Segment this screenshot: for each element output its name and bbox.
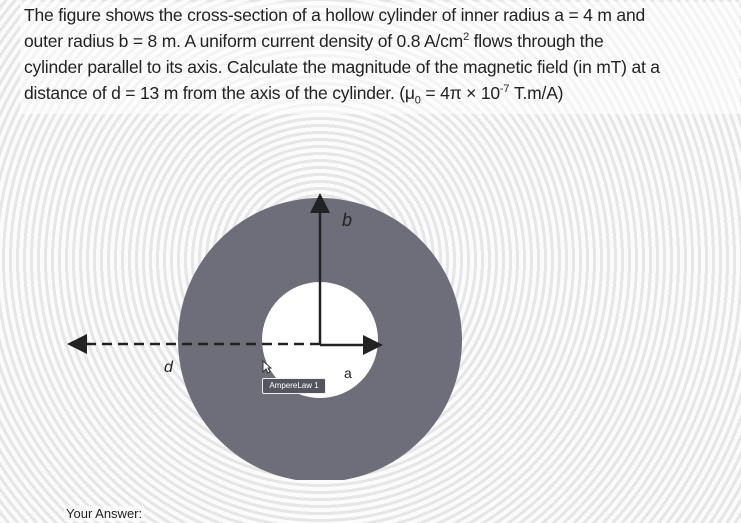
question-line-3: cylinder parallel to its axis. Calculate the magnitude of the magnetic field (in mT) at a <box>24 57 660 77</box>
mouse-pointer-icon <box>262 360 272 374</box>
question-text <box>20 2 740 114</box>
amperelaw-tag: AmpereLaw 1 <box>262 378 326 394</box>
question-line-4: distance of d = 13 m from the axis of the cylinder. ($\mu_0 = 4\pi \times 10^{-7}$ T.m/A) <box>24 83 564 107</box>
your-answer-label: Your Answer: <box>66 506 143 521</box>
cylinder-cross-section-figure <box>56 180 496 480</box>
label-b: b <box>342 210 353 230</box>
question-line-2: outer radius b = 8 m. A uniform current density of 0.8 $A/cm^2$ flows through the <box>24 31 604 51</box>
label-a: a <box>344 365 352 381</box>
question-line-1: The figure shows the cross-section of a hollow cylinder of inner radius a = 4 m and <box>24 5 646 25</box>
label-d: d <box>164 359 173 376</box>
